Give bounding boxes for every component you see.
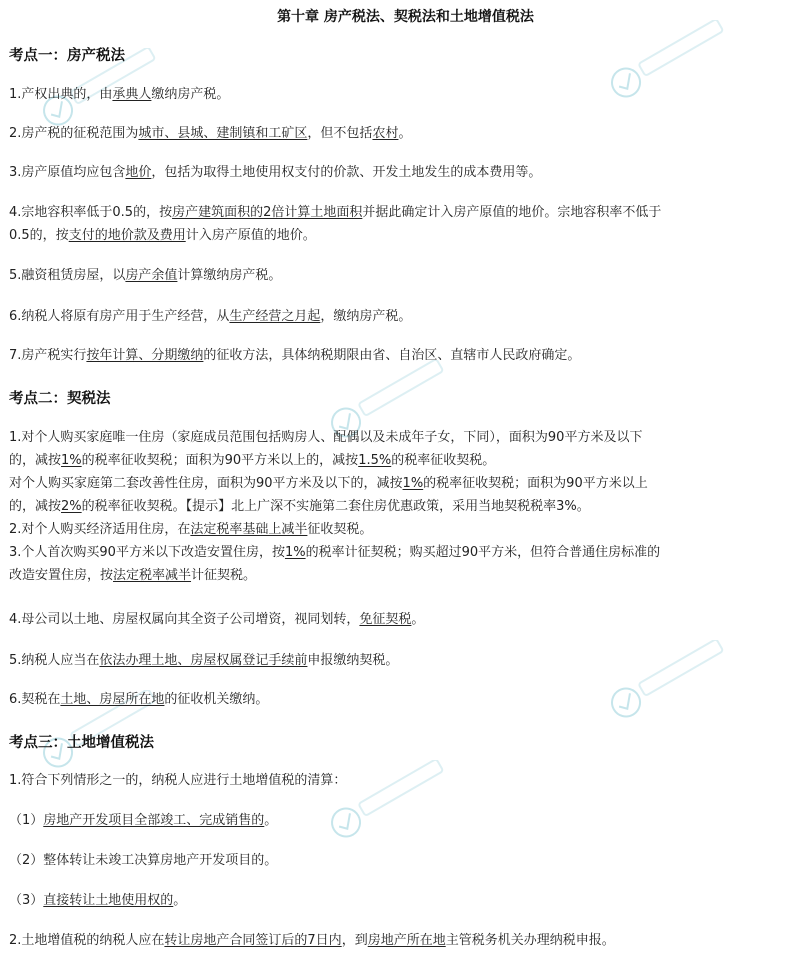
- paragraph-q1-line2: 的，减按1%的税率征收契税；面积为90平方米以上的，减按1.5%的税率征收契税。: [9, 453, 496, 468]
- paragraph-p1: 1.产权出典的，由承典人缴纳房产税。: [9, 87, 230, 102]
- paragraph-p3: 3.房产原值均应包含地价，包括为取得土地使用权支付的价款、开发土地发生的成本费用等。: [9, 165, 542, 180]
- document-title: 第十章 房产税法、契税法和土地增值税法: [277, 9, 534, 25]
- paragraph-q2: 2.对个人购买经济适用住房，在法定税率基础上减半征收契税。: [9, 522, 373, 537]
- paragraph-r1: 1.符合下列情形之一的，纳税人应进行土地增值税的清算：: [9, 773, 347, 788]
- paragraph-q4: 4.母公司以土地、房屋权属向其全资子公司增资，视同划转，免征契税。: [9, 612, 425, 627]
- paragraph-p2: 2.房产税的征税范围为城市、县城、建制镇和工矿区，但不包括农村。: [9, 126, 412, 141]
- paragraph-p4-line2: 0.5的，按支付的地价款及费用计入房产原值的地价。: [9, 228, 316, 243]
- paragraph-p5: 5.融资租赁房屋，以房产余值计算缴纳房产税。: [9, 268, 282, 283]
- paragraph-q1-line1: 1.对个人购买家庭唯一住房（家庭成员范围包括购房人、配偶以及未成年子女，下同），面积为90平方米及以下: [9, 430, 643, 445]
- section-title-land-value-added-tax: 考点三：土地增值税法: [9, 734, 154, 751]
- paragraph-p4-line1: 4.宗地容积率低于0.5的，按房产建筑面积的2倍计算土地面积并据此确定计入房产原值的地价。宗地容积率不低于: [9, 205, 662, 220]
- section-title-deed-tax: 考点二：契税法: [9, 390, 111, 407]
- section-title-property-tax: 考点一：房产税法: [9, 47, 125, 64]
- paragraph-q5: 5.纳税人应当在依法办理土地、房屋权属登记手续前申报缴纳契税。: [9, 653, 399, 668]
- paragraph-q6: 6.契税在土地、房屋所在地的征收机关缴纳。: [9, 692, 269, 707]
- paragraph-r1-item1: （1）房地产开发项目全部竣工、完成销售的。: [9, 813, 278, 828]
- paragraph-r2: 2.土地增值税的纳税人应在转让房地产合同签订后的7日内，到房地产所在地主管税务机关办理纳税申报。: [9, 933, 615, 948]
- paragraph-q3-line1: 3.个人首次购买90平方米以下改造安置住房，按1%的税率计征契税；购买超过90平方米，但符合普通住房标准的: [9, 545, 661, 560]
- paragraph-q3-line2: 改造安置住房，按法定税率减半计征契税。: [9, 568, 257, 583]
- paragraph-r1-item3: （3）直接转让土地使用权的。: [9, 893, 187, 908]
- paragraph-q1-line3: 对个人购买家庭第二套改善性住房，面积为90平方米及以下的，减按1%的税率征收契税；面积为90平方米以上: [9, 476, 648, 491]
- paragraph-r1-item2: （2）整体转让未竣工决算房地产开发项目的。: [9, 853, 278, 868]
- paragraph-p7: 7.房产税实行按年计算、分期缴纳的征收方法，具体纳税期限由省、自治区、直辖市人民政府确定。: [9, 348, 581, 363]
- paragraph-q1-line4: 的，减按2%的税率征收契税。【提示】北上广深不实施第二套住房优惠政策，采用当地契税税率3%。: [9, 499, 590, 514]
- paragraph-p6: 6.纳税人将原有房产用于生产经营，从生产经营之月起，缴纳房产税。: [9, 309, 412, 324]
